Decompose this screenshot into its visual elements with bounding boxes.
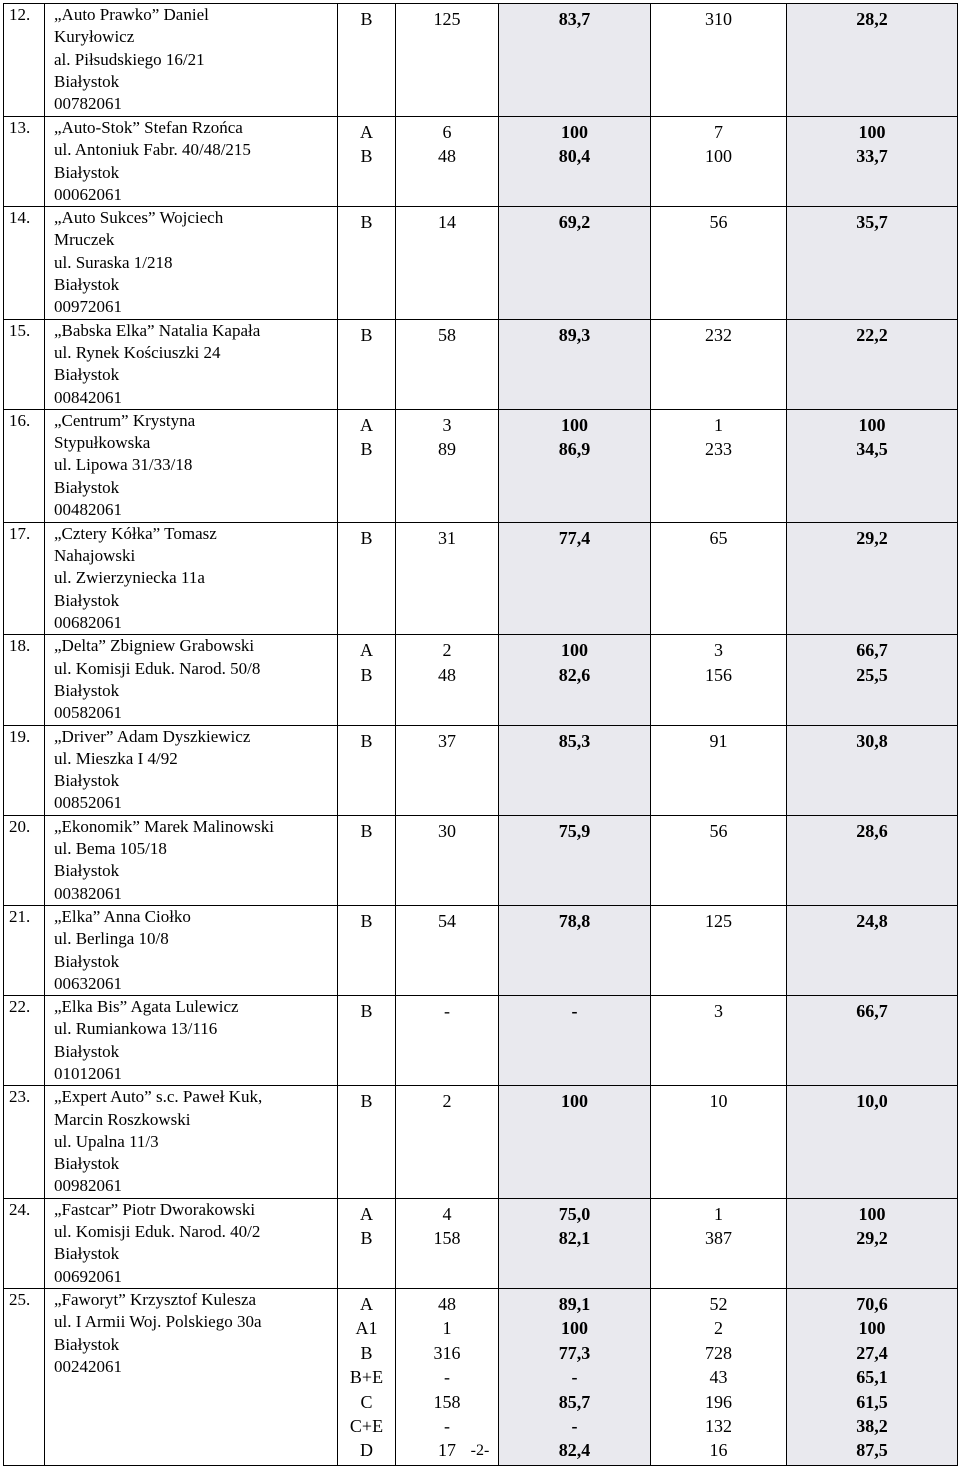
school-detail-line: Nahajowski — [54, 546, 136, 566]
count-second-cell — [651, 4, 787, 117]
count-second-value: 156 — [705, 664, 732, 685]
pass-rate-second-value: 28,2 — [856, 9, 888, 29]
category-value: D — [360, 1440, 373, 1461]
school-name-line: „Babska Elka” Natalia Kapała — [54, 320, 261, 340]
pass-rate-first-cell — [499, 1086, 651, 1198]
pass-rate-second-cell — [787, 4, 958, 117]
table-row — [4, 1086, 958, 1198]
school-detail-line: Białystok — [54, 1154, 120, 1174]
school-name-line: „Auto Prawko” Daniel — [54, 5, 209, 24]
count-second-cell — [651, 409, 787, 522]
pass-rate-first-value: 69,2 — [558, 212, 591, 233]
school-detail-line: Kuryłowicz — [54, 27, 135, 47]
count-first-value: 125 — [433, 9, 461, 29]
pass-rate-second-cell — [787, 409, 958, 522]
count-second-cell — [651, 905, 787, 995]
category-value: A — [360, 1293, 373, 1314]
count-first-cell — [396, 905, 499, 995]
count-second-cell — [651, 1086, 787, 1198]
school-info — [45, 4, 338, 117]
count-first-value: 1 — [442, 1318, 452, 1339]
category-cell — [338, 996, 396, 1086]
pass-rate-second-cell — [787, 319, 958, 409]
category-value: B — [360, 9, 373, 29]
school-detail-line: 00382061 — [54, 883, 122, 903]
count-first-cell — [396, 4, 499, 117]
count-second-value: 125 — [705, 910, 732, 931]
pass-rate-first-value: 85,3 — [558, 730, 591, 751]
pass-rate-first-value: 82,4 — [558, 1440, 591, 1461]
pass-rate-first-cell — [499, 725, 651, 815]
count-first-cell — [396, 635, 499, 725]
pass-rate-first-value: 89,1 — [558, 1293, 591, 1314]
category-value: B — [360, 439, 373, 460]
pass-rate-first-cell — [499, 409, 651, 522]
count-second-cell — [651, 1198, 787, 1288]
school-name-line: „Cztery Kółka” Tomasz — [54, 523, 217, 543]
pass-rate-second-cell — [787, 1086, 958, 1198]
count-first-value: 54 — [438, 910, 456, 931]
pass-rate-first-cell — [499, 117, 651, 207]
pass-rate-first-value: 77,4 — [558, 527, 591, 548]
count-first-value: 2 — [442, 640, 452, 661]
school-name-line: „Elka” Anna Ciołko — [54, 906, 191, 926]
pass-rate-second-cell — [787, 207, 958, 319]
school-info — [45, 1288, 338, 1465]
pass-rate-second-cell — [787, 725, 958, 815]
count-first-value: - — [444, 1367, 450, 1388]
count-second-value: 196 — [705, 1391, 732, 1412]
school-detail-line: ul. Komisji Eduk. Narod. 50/8 — [54, 658, 261, 678]
count-second-value: 310 — [705, 9, 732, 29]
school-detail-line: Białystok — [54, 1041, 120, 1061]
category-value: B — [360, 1228, 373, 1249]
count-first-value: 48 — [438, 146, 456, 167]
pass-rate-second-value: 100 — [858, 122, 886, 142]
pass-rate-first-cell — [499, 319, 651, 409]
count-first-value: - — [444, 1415, 450, 1436]
pass-rate-second-value: 70,6 — [856, 1293, 888, 1314]
pass-rate-first-value: 100 — [561, 414, 588, 435]
category-cell — [338, 815, 396, 905]
pass-rate-second-value: 33,7 — [856, 146, 888, 167]
school-detail-line: al. Piłsudskiego 16/21 — [54, 49, 205, 69]
row-number: 20. — [4, 815, 45, 905]
count-second-value: 728 — [705, 1342, 732, 1363]
pass-rate-second-cell — [787, 996, 958, 1086]
pass-rate-second-value: 100 — [858, 1318, 886, 1339]
category-cell — [338, 522, 396, 634]
school-info — [45, 815, 338, 905]
school-info — [45, 319, 338, 409]
school-name-line: „Delta” Zbigniew Grabowski — [54, 636, 255, 656]
count-second-cell — [651, 319, 787, 409]
count-first-value: 48 — [438, 664, 456, 685]
count-first-value: 48 — [438, 1293, 456, 1314]
row-number: 18. — [4, 635, 45, 725]
count-second-value: 100 — [705, 146, 732, 167]
count-first-cell — [396, 207, 499, 319]
school-name-line: „Fastcar” Piotr Dworakowski — [54, 1199, 256, 1219]
school-info — [45, 996, 338, 1086]
school-detail-line: ul. Suraska 1/218 — [54, 252, 173, 272]
pass-rate-first-value: 82,1 — [558, 1228, 591, 1249]
count-second-value: 16 — [709, 1440, 728, 1461]
count-first-value: 17 — [438, 1440, 456, 1461]
school-detail-line: ul. Upalna 11/3 — [54, 1131, 159, 1151]
count-second-cell — [651, 1288, 787, 1465]
pass-rate-second-value: 38,2 — [856, 1415, 888, 1436]
school-detail-line: Białystok — [54, 771, 120, 791]
school-detail-line: 00062061 — [54, 184, 122, 204]
pass-rate-first-cell — [499, 4, 651, 117]
pass-rate-first-cell — [499, 522, 651, 634]
count-first-value: 6 — [442, 122, 452, 142]
pass-rate-second-value: 28,6 — [856, 820, 888, 841]
pass-rate-first-value: 80,4 — [558, 146, 591, 167]
pass-rate-first-cell — [499, 905, 651, 995]
category-cell — [338, 905, 396, 995]
row-number: 24. — [4, 1198, 45, 1288]
count-first-value: 158 — [433, 1391, 461, 1412]
pass-rate-second-cell — [787, 635, 958, 725]
count-second-value: 91 — [709, 730, 728, 751]
pass-rate-first-cell — [499, 1198, 651, 1288]
table-row — [4, 319, 958, 409]
school-detail-line: ul. Rynek Kościuszki 24 — [54, 342, 221, 362]
category-value: C — [360, 1391, 373, 1412]
school-detail-line: Białystok — [54, 477, 120, 497]
count-second-value: 56 — [709, 212, 728, 233]
category-cell — [338, 4, 396, 117]
row-number: 25. — [4, 1288, 45, 1465]
pass-rate-first-cell — [499, 207, 651, 319]
pass-rate-second-value: 65,1 — [856, 1367, 888, 1388]
pass-rate-first-value: 85,7 — [558, 1391, 591, 1412]
school-info — [45, 522, 338, 634]
count-first-value: 316 — [433, 1342, 461, 1363]
school-detail-line: Białystok — [54, 71, 120, 91]
school-detail-line: Białystok — [54, 275, 120, 295]
count-second-value: 56 — [709, 820, 728, 841]
count-first-cell — [396, 522, 499, 634]
school-info — [45, 635, 338, 725]
pass-rate-first-value: 100 — [561, 640, 588, 661]
count-first-cell — [396, 1288, 499, 1465]
count-second-value: 43 — [709, 1367, 728, 1388]
category-cell — [338, 117, 396, 207]
category-value: B+E — [349, 1367, 384, 1388]
table-row — [4, 409, 958, 522]
count-first-value: 158 — [433, 1228, 461, 1249]
pass-rate-second-value: 100 — [858, 1203, 886, 1224]
pass-rate-first-value: 78,8 — [558, 910, 591, 931]
school-detail-line: ul. Zwierzyniecka 11a — [54, 568, 205, 588]
row-number: 17. — [4, 522, 45, 634]
pass-rate-second-cell — [787, 1288, 958, 1465]
school-detail-line: Białystok — [54, 162, 120, 182]
pass-rate-second-value: 10,0 — [856, 1091, 888, 1112]
count-first-cell — [396, 319, 499, 409]
school-detail-line: ul. Lipowa 31/33/18 — [54, 455, 193, 475]
count-first-value: 58 — [438, 324, 456, 345]
category-cell — [338, 1086, 396, 1198]
pass-rate-second-value: 34,5 — [856, 439, 888, 460]
pass-rate-first-value: - — [571, 1367, 578, 1388]
table-row — [4, 996, 958, 1086]
count-second-cell — [651, 117, 787, 207]
school-name-line: „Expert Auto” s.c. Paweł Kuk, — [54, 1087, 263, 1107]
school-detail-line: Białystok — [54, 1244, 120, 1264]
category-cell — [338, 1288, 396, 1465]
count-first-cell — [396, 1198, 499, 1288]
category-value: B — [360, 1001, 373, 1022]
page-number: -2- — [470, 1442, 490, 1459]
table-row — [4, 4, 958, 117]
school-name-line: „Ekonomik” Marek Malinowski — [54, 816, 275, 836]
school-detail-line: Mruczek — [54, 230, 115, 250]
count-second-value: 132 — [705, 1415, 732, 1436]
school-detail-line: 00852061 — [54, 793, 122, 813]
pass-rate-first-value: 100 — [561, 1091, 588, 1112]
school-detail-line: 00842061 — [54, 387, 122, 407]
count-second-value: 1 — [714, 1203, 723, 1224]
pass-rate-second-cell — [787, 815, 958, 905]
pass-rate-second-value: 25,5 — [856, 664, 888, 685]
count-first-value: 3 — [442, 414, 452, 435]
pass-rate-second-value: 66,7 — [856, 1001, 888, 1022]
pass-rate-second-value: 30,8 — [856, 730, 888, 751]
school-detail-line: 00242061 — [54, 1356, 122, 1376]
count-first-value: 4 — [442, 1203, 452, 1224]
school-detail-line: ul. Komisji Eduk. Narod. 40/2 — [54, 1222, 261, 1242]
school-detail-line: 00582061 — [54, 703, 122, 723]
count-second-value: 52 — [709, 1293, 728, 1314]
school-name-line: „Faworyt” Krzysztof Kulesza — [54, 1289, 257, 1309]
category-value: A — [360, 122, 373, 142]
count-second-cell — [651, 815, 787, 905]
category-value: A — [360, 640, 373, 661]
count-second-value: 232 — [705, 324, 732, 345]
pass-rate-first-value: 75,9 — [558, 820, 591, 841]
table-row — [4, 815, 958, 905]
category-value: A1 — [355, 1318, 378, 1339]
count-second-cell — [651, 207, 787, 319]
count-second-value: 10 — [709, 1091, 728, 1112]
school-detail-line: ul. Rumiankowa 13/116 — [54, 1019, 218, 1039]
count-second-cell — [651, 725, 787, 815]
pass-rate-second-value: 29,2 — [856, 527, 888, 548]
count-first-cell — [396, 409, 499, 522]
pass-rate-first-cell — [499, 996, 651, 1086]
pass-rate-first-value: 100 — [561, 1318, 588, 1339]
school-info — [45, 1086, 338, 1198]
pass-rate-second-cell — [787, 1198, 958, 1288]
pass-rate-first-value: 83,7 — [558, 9, 591, 29]
school-info — [45, 117, 338, 207]
count-first-value: 30 — [438, 820, 456, 841]
school-info — [45, 725, 338, 815]
pass-rate-first-cell — [499, 635, 651, 725]
count-second-value: 3 — [714, 1001, 723, 1022]
category-value: B — [360, 820, 373, 841]
count-first-cell — [396, 725, 499, 815]
school-detail-line: 00982061 — [54, 1176, 122, 1196]
row-number: 22. — [4, 996, 45, 1086]
pass-rate-second-value: 61,5 — [856, 1391, 888, 1412]
row-number: 12. — [4, 4, 45, 117]
school-detail-line: Białystok — [54, 951, 120, 971]
school-detail-line: 00482061 — [54, 500, 122, 520]
pass-rate-second-cell — [787, 117, 958, 207]
category-cell — [338, 635, 396, 725]
count-second-value: 65 — [709, 527, 728, 548]
school-detail-line: Marcin Roszkowski — [54, 1109, 191, 1129]
pass-rate-second-value: 27,4 — [856, 1342, 888, 1363]
table-body — [4, 4, 958, 1466]
table-row — [4, 635, 958, 725]
pass-rate-second-cell — [787, 905, 958, 995]
pass-rate-first-value: 75,0 — [558, 1203, 591, 1224]
school-info — [45, 207, 338, 319]
count-first-cell — [396, 117, 499, 207]
count-second-value: 1 — [714, 414, 723, 435]
pass-rate-first-value: 86,9 — [558, 439, 591, 460]
category-cell — [338, 409, 396, 522]
school-info — [45, 1198, 338, 1288]
school-detail-line: Białystok — [54, 1334, 120, 1354]
school-info — [45, 905, 338, 995]
count-second-value: 2 — [714, 1318, 723, 1339]
count-first-value: - — [444, 1001, 450, 1022]
category-cell — [338, 1198, 396, 1288]
school-detail-line: 00692061 — [54, 1266, 122, 1286]
school-info — [45, 409, 338, 522]
pass-rate-second-value: 87,5 — [856, 1440, 888, 1461]
pass-rate-first-cell — [499, 815, 651, 905]
row-number: 15. — [4, 319, 45, 409]
school-name-line: „Elka Bis” Agata Lulewicz — [54, 997, 239, 1017]
table-row — [4, 522, 958, 634]
count-second-value: 233 — [705, 439, 732, 460]
pass-rate-second-cell — [787, 522, 958, 634]
category-value: B — [360, 664, 373, 685]
school-detail-line: 00632061 — [54, 973, 122, 993]
school-detail-line: Białystok — [54, 861, 120, 881]
pass-rate-first-value: - — [571, 1415, 578, 1436]
count-first-value: 2 — [442, 1091, 452, 1112]
count-second-cell — [651, 522, 787, 634]
count-first-value: 14 — [438, 212, 456, 233]
category-value: B — [360, 527, 373, 548]
table-row — [4, 1198, 958, 1288]
row-number: 23. — [4, 1086, 45, 1198]
pass-rate-first-value: 82,6 — [558, 664, 591, 685]
category-value: B — [360, 1342, 373, 1363]
count-first-value: 37 — [438, 730, 456, 751]
category-value: A — [360, 414, 373, 435]
school-detail-line: Stypułkowska — [54, 433, 151, 453]
pass-rate-second-value: 35,7 — [856, 212, 888, 233]
category-value: B — [360, 730, 373, 751]
table-row — [4, 905, 958, 995]
row-number: 13. — [4, 117, 45, 207]
count-first-value: 31 — [438, 527, 456, 548]
school-detail-line: ul. Bema 105/18 — [54, 839, 167, 859]
count-first-value: 89 — [438, 439, 456, 460]
school-detail-line: 01012061 — [54, 1063, 122, 1083]
school-detail-line: Białystok — [54, 365, 120, 385]
category-value: B — [360, 1091, 373, 1112]
driving-schools-table — [3, 3, 958, 1466]
school-detail-line: 00782061 — [54, 94, 122, 114]
count-first-cell — [396, 1086, 499, 1198]
row-number: 19. — [4, 725, 45, 815]
school-detail-line: ul. I Armii Woj. Polskiego 30a — [54, 1312, 262, 1332]
pass-rate-first-cell — [499, 1288, 651, 1465]
count-second-cell — [651, 635, 787, 725]
school-detail-line: 00682061 — [54, 613, 122, 633]
school-detail-line: Białystok — [54, 590, 120, 610]
count-first-cell — [396, 815, 499, 905]
row-number: 21. — [4, 905, 45, 995]
table-row — [4, 725, 958, 815]
count-second-value: 387 — [705, 1228, 732, 1249]
count-second-value: 3 — [714, 640, 723, 661]
school-name-line: „Auto Sukces” Wojciech — [54, 208, 224, 228]
category-cell — [338, 725, 396, 815]
category-cell — [338, 319, 396, 409]
pass-rate-first-value: 77,3 — [558, 1342, 591, 1363]
category-value: C+E — [349, 1415, 384, 1436]
count-second-cell — [651, 996, 787, 1086]
pass-rate-second-value: 100 — [858, 414, 886, 435]
pass-rate-first-value: 89,3 — [558, 324, 591, 345]
count-second-value: 7 — [714, 122, 723, 142]
category-value: B — [360, 324, 373, 345]
school-detail-line: 00972061 — [54, 297, 122, 317]
pass-rate-first-value: 100 — [561, 122, 588, 142]
school-name-line: „Driver” Adam Dyszkiewicz — [54, 726, 251, 746]
school-detail-line: ul. Berlinga 10/8 — [54, 929, 169, 949]
school-detail-line: ul. Antoniuk Fabr. 40/48/215 — [54, 140, 251, 160]
school-detail-line: ul. Mieszka I 4/92 — [54, 748, 178, 768]
table-row — [4, 1288, 958, 1465]
school-detail-line: Białystok — [54, 680, 120, 700]
school-name-line: „Auto-Stok” Stefan Rzońca — [54, 118, 243, 137]
count-first-cell — [396, 996, 499, 1086]
pass-rate-first-value: - — [571, 1001, 578, 1022]
category-value: A — [360, 1203, 373, 1224]
table-row — [4, 117, 958, 207]
pass-rate-second-value: 24,8 — [856, 910, 888, 931]
category-value: B — [360, 910, 373, 931]
pass-rate-second-value: 66,7 — [856, 640, 888, 661]
row-number: 16. — [4, 409, 45, 522]
pass-rate-second-value: 22,2 — [856, 324, 888, 345]
row-number: 14. — [4, 207, 45, 319]
category-value: B — [360, 146, 373, 167]
table-row — [4, 207, 958, 319]
pass-rate-second-value: 29,2 — [856, 1228, 888, 1249]
category-cell — [338, 207, 396, 319]
school-name-line: „Centrum” Krystyna — [54, 410, 196, 430]
category-value: B — [360, 212, 373, 233]
